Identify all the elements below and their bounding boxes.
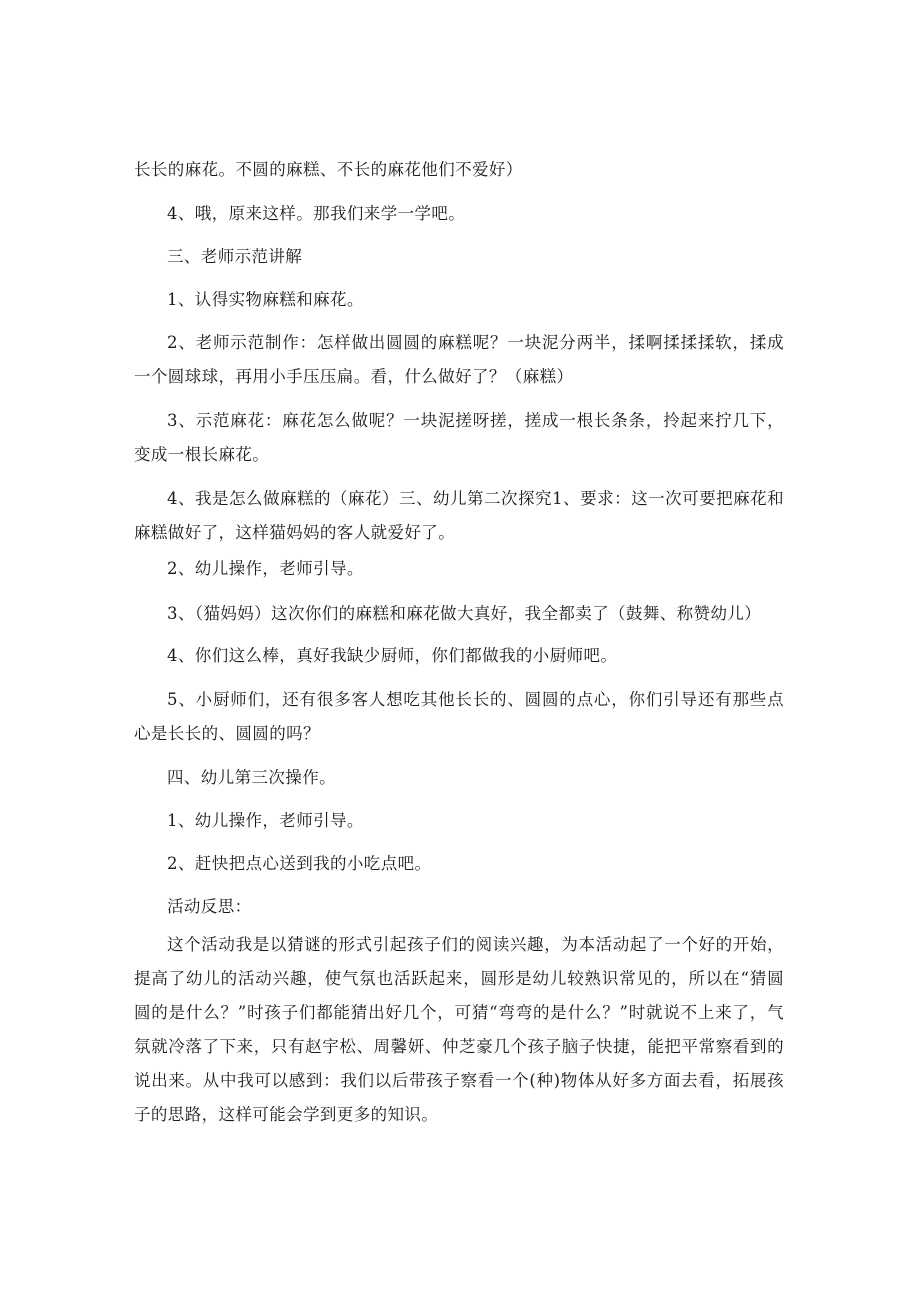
paragraph-step-2-operate: 2、幼儿操作，老师引导。 <box>167 559 364 578</box>
paragraph-step-2-demo-magao: 2、老师示范制作：怎样做出圆圆的麻糕呢？一块泥分两半，揉啊揉揉揉软，揉成一个圆球球，再用小手压压扁。看，什么做好了？（麻糕） <box>134 333 784 386</box>
heading-reflection: 活动反思： <box>167 897 252 916</box>
section-heading-teacher-demo: 三、老师示范讲解 <box>167 247 303 266</box>
paragraph-step-1-recognize: 1、认得实物麻糕和麻花。 <box>167 290 364 309</box>
paragraph-step-5-other-snacks: 5、小厨师们，还有很多客人想吃其他长长的、圆圆的点心，你们引导还有那些点心是长长的、圆圆的吗？ <box>134 690 784 743</box>
paragraph-step-2-deliver: 2、赶快把点心送到我的小吃点吧。 <box>167 854 432 873</box>
paragraph-reflection-body: 这个活动我是以猜谜的形式引起孩子们的阅读兴趣，为本活动起了一个好的开始，提高了幼儿的活动兴趣，使气氛也活跃起来，圆形是幼儿较熟识常见的，所以在“猜圆圆的是什么？”时孩子们都能猜出好几个，可猜“弯弯的是什么？”时就说不上来了，气氛就冷落了下来，只有赵宇松、周馨妍、仲芝豪几个孩子脑子快捷，能把平常察看到的说出来。从中我可以感到：我们以后带孩子察看一个(种)物体从好多方面去看，拓展孩子的思路，这样可能会学到更多的知识。 <box>134 935 784 1124</box>
paragraph-step-4-little-chef: 4、你们这么棒，真好我缺少厨师，你们都做我的小厨师吧。 <box>167 646 618 665</box>
paragraph-step-4-second-explore: 4、我是怎么做麻糕的（麻花）三、幼儿第二次探究1、要求：这一次可要把麻花和麻糕做好了，这样猫妈妈的客人就爱好了。 <box>134 489 784 542</box>
paragraph-step-3-cat-mom: 3、（猫妈妈）这次你们的麻糕和麻花做大真好，我全都卖了（鼓舞、称赞幼儿） <box>167 604 762 623</box>
paragraph-step-3-demo-mahua: 3、示范麻花：麻花怎么做呢？一块泥搓呀搓，搓成一根长条条，拎起来拧几下，变成一根长麻花。 <box>134 411 784 464</box>
section-heading-third-operation: 四、幼儿第三次操作。 <box>167 768 336 787</box>
paragraph-step-1-operate: 1、幼儿操作，老师引导。 <box>167 811 364 830</box>
paragraph-continued: 长长的麻花。不圆的麻糕、不长的麻花他们不爱好） <box>134 160 523 179</box>
paragraph-step-4-learn: 4、哦，原来这样。那我们来学一学吧。 <box>167 204 466 223</box>
